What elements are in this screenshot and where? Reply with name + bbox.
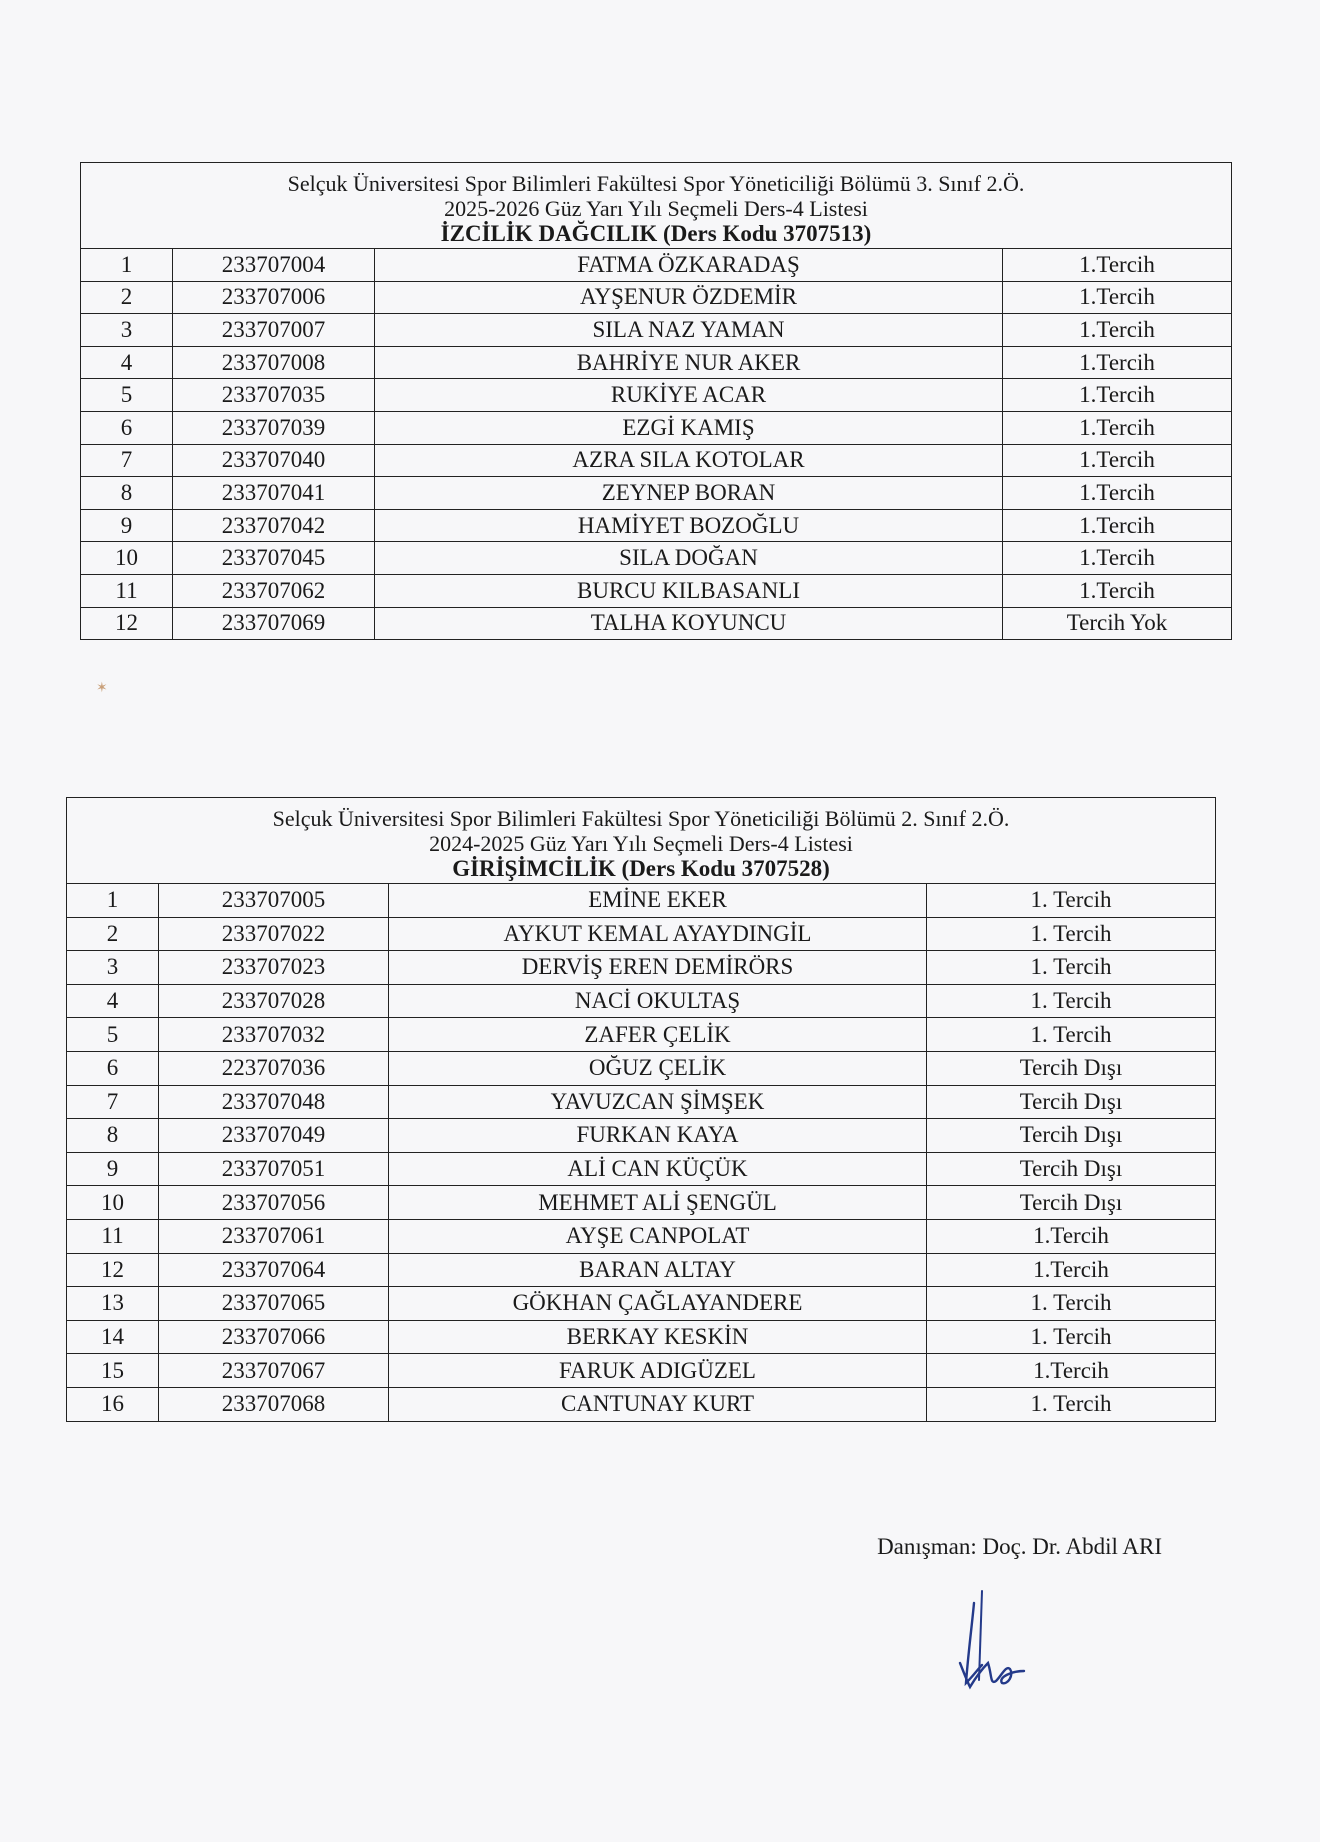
table-row [67,951,1215,985]
preference: 1. Tercih [1030,920,1112,946]
table-row [67,1287,1215,1321]
student-number: 233707006 [173,282,375,314]
preference: Tercih Dışı [1019,1189,1123,1215]
header-term-line: 2024-2025 Güz Yarı Yılı Seçmeli Ders-4 Listesi [429,831,853,856]
table-body [67,884,1215,1421]
student-number: 233707032 [159,1018,389,1051]
preference: 1.Tercih [1033,1357,1109,1383]
row-number: 16 [67,1388,159,1421]
student-number: 233707028 [159,985,389,1018]
table-body [81,249,1231,639]
row-number: 11 [81,575,173,607]
student-number: 233707022 [159,918,389,951]
student-name: AYKUT KEMAL AYAYDINGİL [389,918,927,951]
table-row [67,1086,1215,1120]
student-name: BARAN ALTAY [389,1254,927,1287]
student-name: FARUK ADIGÜZEL [389,1354,927,1387]
preference: 1.Tercih [1079,382,1155,408]
table-row [81,249,1231,282]
row-number: 1 [81,249,173,281]
table-header [81,163,1231,249]
preference: 1. Tercih [1030,1324,1112,1350]
student-number: 233707061 [159,1220,389,1253]
row-number: 3 [81,314,173,346]
table-row [67,985,1215,1019]
row-number: 7 [81,445,173,477]
table-row [67,1388,1215,1421]
student-name: AYŞE CANPOLAT [389,1220,927,1253]
table-row [81,282,1231,315]
table-row [67,1321,1215,1355]
table-row [67,1186,1215,1220]
preference: 1.Tercih [1079,545,1155,571]
row-number: 12 [81,608,173,640]
student-name: OĞUZ ÇELİK [389,1052,927,1085]
row-number: 10 [67,1186,159,1219]
row-number: 9 [81,510,173,542]
row-number: 3 [67,951,159,984]
student-name: EMİNE EKER [389,884,927,917]
student-number: 233707064 [159,1254,389,1287]
table-row [67,1153,1215,1187]
row-number: 14 [67,1321,159,1354]
student-number: 233707040 [173,445,375,477]
preference: 1. Tercih [1030,988,1112,1014]
student-number: 233707007 [173,314,375,346]
table-row [81,510,1231,543]
row-number: 10 [81,542,173,574]
row-number: 8 [67,1119,159,1152]
table-row [81,379,1231,412]
student-name: GÖKHAN ÇAĞLAYANDERE [389,1287,927,1320]
preference: 1.Tercih [1079,251,1155,277]
header-faculty-line: Selçuk Üniversitesi Spor Bilimleri Fakültesi Spor Yöneticiliği Bölümü 2. Sınıf 2.Ö. [272,806,1010,831]
table-row [81,314,1231,347]
row-number: 5 [67,1018,159,1051]
row-number: 12 [67,1254,159,1287]
table-row [81,575,1231,608]
table-row [67,1354,1215,1388]
student-name: YAVUZCAN ŞİMŞEK [389,1086,927,1119]
preference: 1. Tercih [1030,887,1112,913]
student-name: NACİ OKULTAŞ [389,985,927,1018]
preference: Tercih Dışı [1019,1122,1123,1148]
student-number: 233707066 [159,1321,389,1354]
student-name: ALİ CAN KÜÇÜK [389,1153,927,1186]
row-number: 15 [67,1354,159,1387]
student-number: 233707051 [159,1153,389,1186]
row-number: 8 [81,477,173,509]
preference: 1.Tercih [1079,414,1155,440]
row-number: 4 [67,985,159,1018]
student-name: CANTUNAY KURT [389,1388,927,1421]
student-number: 233707056 [159,1186,389,1219]
preference: 1.Tercih [1079,512,1155,538]
student-name: RUKİYE ACAR [375,379,1003,411]
table-row [67,918,1215,952]
table-row [67,1254,1215,1288]
student-name: SILA DOĞAN [375,542,1003,574]
table-row [67,1052,1215,1086]
table-header [67,798,1215,884]
student-number: 233707023 [159,951,389,984]
paper-speck: ✶ [96,681,108,696]
row-number: 5 [81,379,173,411]
preference: 1.Tercih [1079,284,1155,310]
preference: Tercih Yok [1066,610,1168,636]
preference: 1. Tercih [1030,1391,1112,1417]
header-faculty-line: Selçuk Üniversitesi Spor Bilimleri Fakültesi Spor Yöneticiliği Bölümü 3. Sınıf 2.Ö. [287,171,1025,196]
row-number: 13 [67,1287,159,1320]
student-number: 233707035 [173,379,375,411]
table-row [67,884,1215,918]
header-term-line: 2025-2026 Güz Yarı Yılı Seçmeli Ders-4 Listesi [444,196,868,221]
student-name: FURKAN KAYA [389,1119,927,1152]
course-title: GİRİŞİMCİLİK (Ders Kodu 3707528) [452,856,830,881]
student-number: 233707065 [159,1287,389,1320]
table-row [81,542,1231,575]
student-number: 233707005 [159,884,389,917]
row-number: 4 [81,347,173,379]
student-number: 233707049 [159,1119,389,1152]
preference: 1. Tercih [1030,1290,1112,1316]
row-number: 6 [81,412,173,444]
row-number: 2 [81,282,173,314]
table-row [67,1220,1215,1254]
preference: 1.Tercih [1033,1256,1109,1282]
student-number: 233707068 [159,1388,389,1421]
preference: 1.Tercih [1079,316,1155,342]
preference: 1.Tercih [1079,577,1155,603]
student-number: 233707042 [173,510,375,542]
row-number: 7 [67,1086,159,1119]
handwritten-signature [952,1585,1032,1700]
preference: 1. Tercih [1030,1021,1112,1047]
table-row [81,477,1231,510]
table-row [81,445,1231,478]
student-name: AYŞENUR ÖZDEMİR [375,282,1003,314]
preference: 1.Tercih [1079,447,1155,473]
student-name: BAHRİYE NUR AKER [375,347,1003,379]
student-number: 233707004 [173,249,375,281]
elective-list-table-izcilik [80,162,1232,640]
table-row [81,347,1231,380]
preference: Tercih Dışı [1019,1156,1123,1182]
student-name: BURCU KILBASANLI [375,575,1003,607]
row-number: 1 [67,884,159,917]
student-name: TALHA KOYUNCU [375,608,1003,640]
table-row [67,1018,1215,1052]
student-name: BERKAY KESKİN [389,1321,927,1354]
row-number: 11 [67,1220,159,1253]
student-name: HAMİYET BOZOĞLU [375,510,1003,542]
row-number: 9 [67,1153,159,1186]
student-number: 233707048 [159,1086,389,1119]
row-number: 2 [67,918,159,951]
student-name: ZAFER ÇELİK [389,1018,927,1051]
student-name: DERVİŞ EREN DEMİRÖRS [389,951,927,984]
preference: 1.Tercih [1079,349,1155,375]
table-row [67,1119,1215,1153]
student-number: 233707062 [173,575,375,607]
student-name: FATMA ÖZKARADAŞ [375,249,1003,281]
preference: Tercih Dışı [1019,1088,1123,1114]
elective-list-table-girisimcilik [66,797,1216,1422]
preference: 1.Tercih [1033,1223,1109,1249]
student-name: ZEYNEP BORAN [375,477,1003,509]
student-number: 233707067 [159,1354,389,1387]
student-number: 233707069 [173,608,375,640]
student-number: 233707008 [173,347,375,379]
table-row [81,412,1231,445]
course-title: İZCİLİK DAĞCILIK (Ders Kodu 3707513) [440,221,872,246]
advisor-signature-line: Danışman: Doç. Dr. Abdil ARI [877,1534,1162,1559]
table-row [81,608,1231,640]
student-name: AZRA SILA KOTOLAR [375,445,1003,477]
preference: 1. Tercih [1030,954,1112,980]
row-number: 6 [67,1052,159,1085]
student-name: EZGİ KAMIŞ [375,412,1003,444]
student-number: 223707036 [159,1052,389,1085]
student-number: 233707041 [173,477,375,509]
student-name: SILA NAZ YAMAN [375,314,1003,346]
preference: 1.Tercih [1079,479,1155,505]
student-number: 233707045 [173,542,375,574]
student-name: MEHMET ALİ ŞENGÜL [389,1186,927,1219]
student-number: 233707039 [173,412,375,444]
preference: Tercih Dışı [1019,1055,1123,1081]
